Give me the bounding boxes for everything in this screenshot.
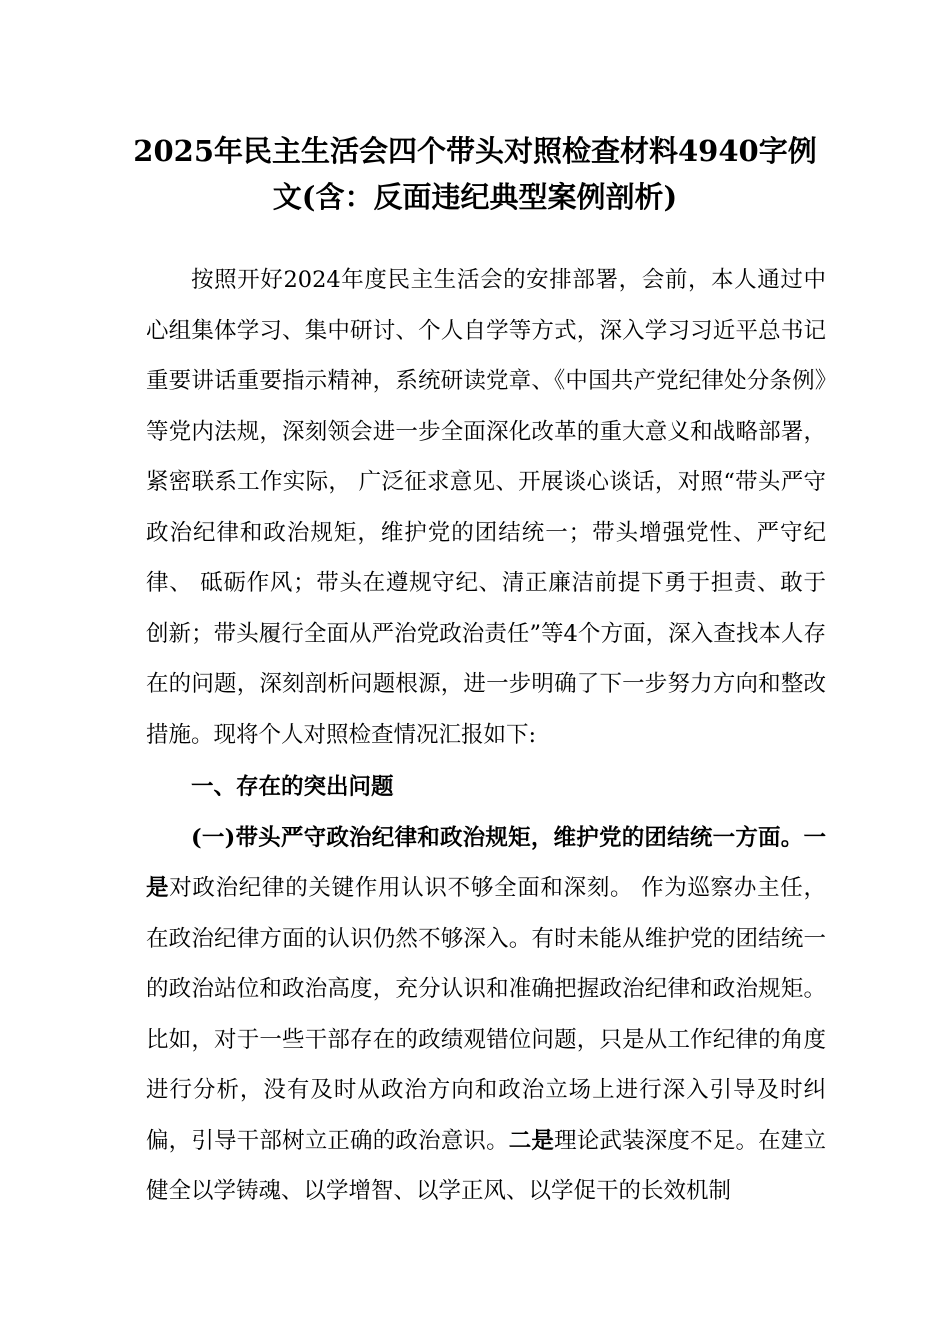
title-line-1: 2025年民主生活会四个带头对照检查材料4940字例 [133, 134, 817, 168]
document-body [146, 255, 826, 1217]
subsection-heading: (一)带头严守政治纪律和政治规矩，维护党的团结统一方面。 [191, 824, 804, 851]
point-1-marker: 一是 [146, 824, 826, 901]
point-2-marker: 二是 [508, 1127, 555, 1154]
subsection-paragraph [146, 813, 826, 1217]
section-heading: 一、存在的突出问题 [191, 774, 394, 800]
point-1-text: 对政治纪律的关键作用认识不够全面和深刻。 作为巡察办主任，在政治纪律方面的认识仍然不够深入。有时未能从维护党的团结统一的政治站位和政治高度，充分认识和准确把握政治纪律和政治规矩。比如，对于一些干部存在的政绩观错位问题，只是从工作纪律的角度进行分析，没有及时从政治方向和政治立场上进行深入引导及时纠偏，引导干部树立正确的政治意识。 [146, 875, 826, 1154]
point-2-text: 理论武装深度不足。在建立健全以学铸魂、以学增智、以学正风、以学促干的长效机制 [146, 1127, 826, 1204]
document-title [120, 128, 830, 220]
intro-paragraph: 按照开好2024年度民主生活会的安排部署，会前，本人通过中心组集体学习、集中研讨、个人自学等方式，深入学习习近平总书记重要讲话重要指示精神，系统研读党章、《中国共产党纪律处分条例》等党内法规，深刻领会进一步全面深化改革的重大意义和战略部署，紧密联系工作实际， 广泛征求意见、开展谈心谈话，对照“带头严守政治纪律和政治规矩，维护党的团结统一；带头增强党性、严守纪律、 砥砺作风；带头在遵规守纪、清正廉洁前提下勇于担责、敢于创新；带头履行全面从严治党政治责任”等4个方面，深入查找本人存在的问题，深刻剖析问题根源，进一步明确了下一步努力方向和整改措施。现将个人对照检查情况汇报如下: [146, 267, 826, 748]
title-line-2: 文(含：反面违纪典型案例剖析) [272, 180, 678, 214]
